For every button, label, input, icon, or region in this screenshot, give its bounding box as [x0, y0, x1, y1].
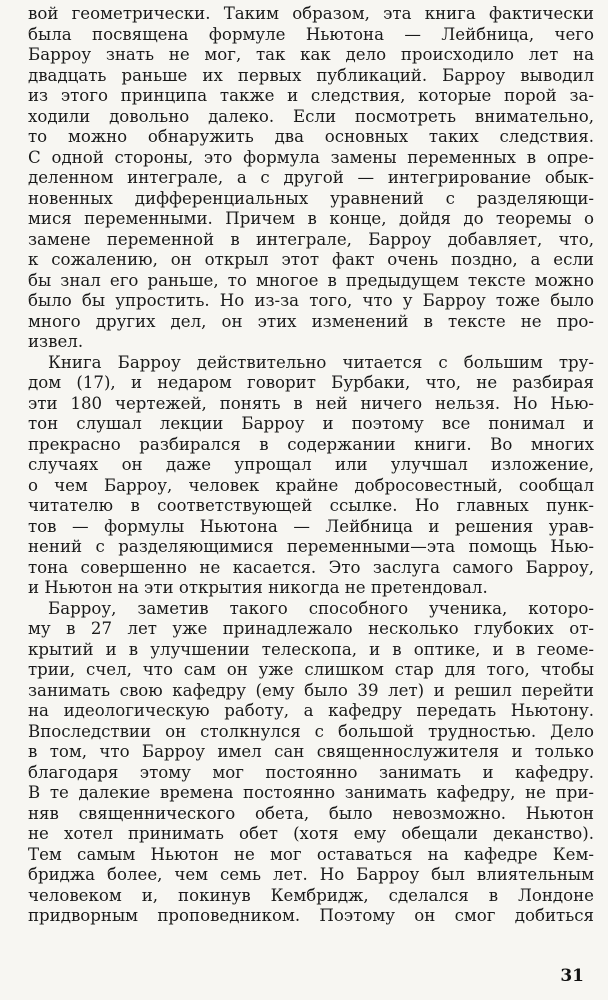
page-number: 31 — [560, 966, 584, 986]
body-text — [28, 4, 594, 927]
text-line: прекрасно разбирался в содержании книги. Во многих — [28, 434, 594, 454]
text-line: крытий и в улучшении телескопа, и в оптике, и в геоме- — [28, 639, 594, 659]
text-line: С одной стороны, это формула замены переменных в опре- — [28, 147, 594, 167]
text-line: о чем Барроу, человек крайне добросовестный, сообщал — [28, 475, 594, 495]
text-line: к сожалению, он открыл этот факт очень поздно, а если — [28, 250, 594, 269]
text-line: читателю в соответствующей ссылке. Но главных пунк- — [28, 496, 594, 515]
text-line: трии, счел, что сам он уже слишком стар для того, чтобы — [28, 660, 594, 679]
text-line: придворным проповедником. Поэтому он смог добиться — [28, 906, 594, 925]
text-line: бы знал его раньше, то многое в предыдущем тексте можно — [28, 270, 594, 290]
text-line: на идеологическую работу, а кафедру передать Ньютону. — [28, 701, 594, 720]
text-line: двадцать раньше их первых публикаций. Барроу выводил — [28, 65, 594, 85]
text-line: тов — формулы Ньютона — Лейбница и решения урав- — [28, 516, 594, 536]
text-line: занимать свою кафедру (ему было 39 лет) и решил перейти — [28, 680, 594, 700]
text-line: была посвящена формуле Ньютона — Лейбница, чего — [28, 24, 594, 44]
text-line: вой геометрически. Таким образом, эта книга фактически — [28, 4, 594, 23]
text-line: ходили довольно далеко. Если посмотреть внимательно, — [28, 106, 594, 126]
text-line: человеком и, покинув Кембридж, сделался в Лондоне — [28, 885, 594, 905]
text-line: мися переменными. Причем в конце, дойдя до теоремы о — [28, 209, 594, 228]
text-line: нений с разделяющимися переменными—эта помощь Нью- — [28, 537, 594, 556]
text-line: благодаря этому мог постоянно занимать и кафедру. — [28, 762, 594, 782]
text-line: не хотел принимать обет (хотя ему обещали деканство). — [28, 824, 594, 843]
text-line: В те далекие времена постоянно занимать кафедру, не при- — [28, 783, 594, 802]
text-line: извел. — [28, 332, 84, 351]
text-line: Барроу знать не мог, так как дело происходило лет на — [28, 45, 594, 64]
text-line: няв священнического обета, было невозможно. Ньютон — [28, 803, 594, 823]
text-line: то можно обнаружить два основных таких следствия. — [28, 127, 594, 146]
text-line: Тем самым Ньютон не мог оставаться на кафедре Кем- — [28, 844, 594, 864]
text-line: замене переменной в интеграле, Барроу добавляет, что, — [28, 229, 594, 249]
text-line: тон слушал лекции Барроу и поэтому все понимал и — [28, 414, 594, 433]
text-line: бриджа более, чем семь лет. Но Барроу был влиятельным — [28, 865, 594, 884]
text-line: тона совершенно не касается. Это заслуга самого Барроу, — [28, 557, 594, 577]
text-line: много других дел, он этих изменений в тексте не про- — [28, 311, 594, 331]
text-line: новенных дифференциальных уравнений с разделяющи- — [28, 188, 594, 208]
text-line: случаях он даже упрощал или улучшал изложение, — [28, 455, 594, 474]
text-line: в том, что Барроу имел сан священнослужителя и только — [28, 742, 594, 761]
text-line: дом (17), и недаром говорит Бурбаки, что, не разбирая — [28, 373, 594, 392]
text-line: из этого принципа также и следствия, которые порой за- — [28, 86, 594, 105]
text-line: и Ньютон на эти открытия никогда не претендовал. — [28, 578, 488, 597]
text-line: му в 27 лет уже принадлежало несколько глубоких от- — [28, 619, 594, 638]
text-line: было бы упростить. Но из-за того, что у Барроу тоже было — [28, 291, 594, 310]
text-line: эти 180 чертежей, понять в ней ничего нельзя. Но Нью- — [28, 393, 594, 413]
text-line: деленном интеграле, а с другой — интегрирование обык- — [28, 168, 594, 187]
text-line: Впоследствии он столкнулся с большой трудностью. Дело — [28, 721, 594, 741]
text-line: Барроу, заметив такого способного ученика, которо- — [48, 598, 594, 618]
text-line: Книга Барроу действительно читается с большим тру- — [48, 352, 594, 372]
